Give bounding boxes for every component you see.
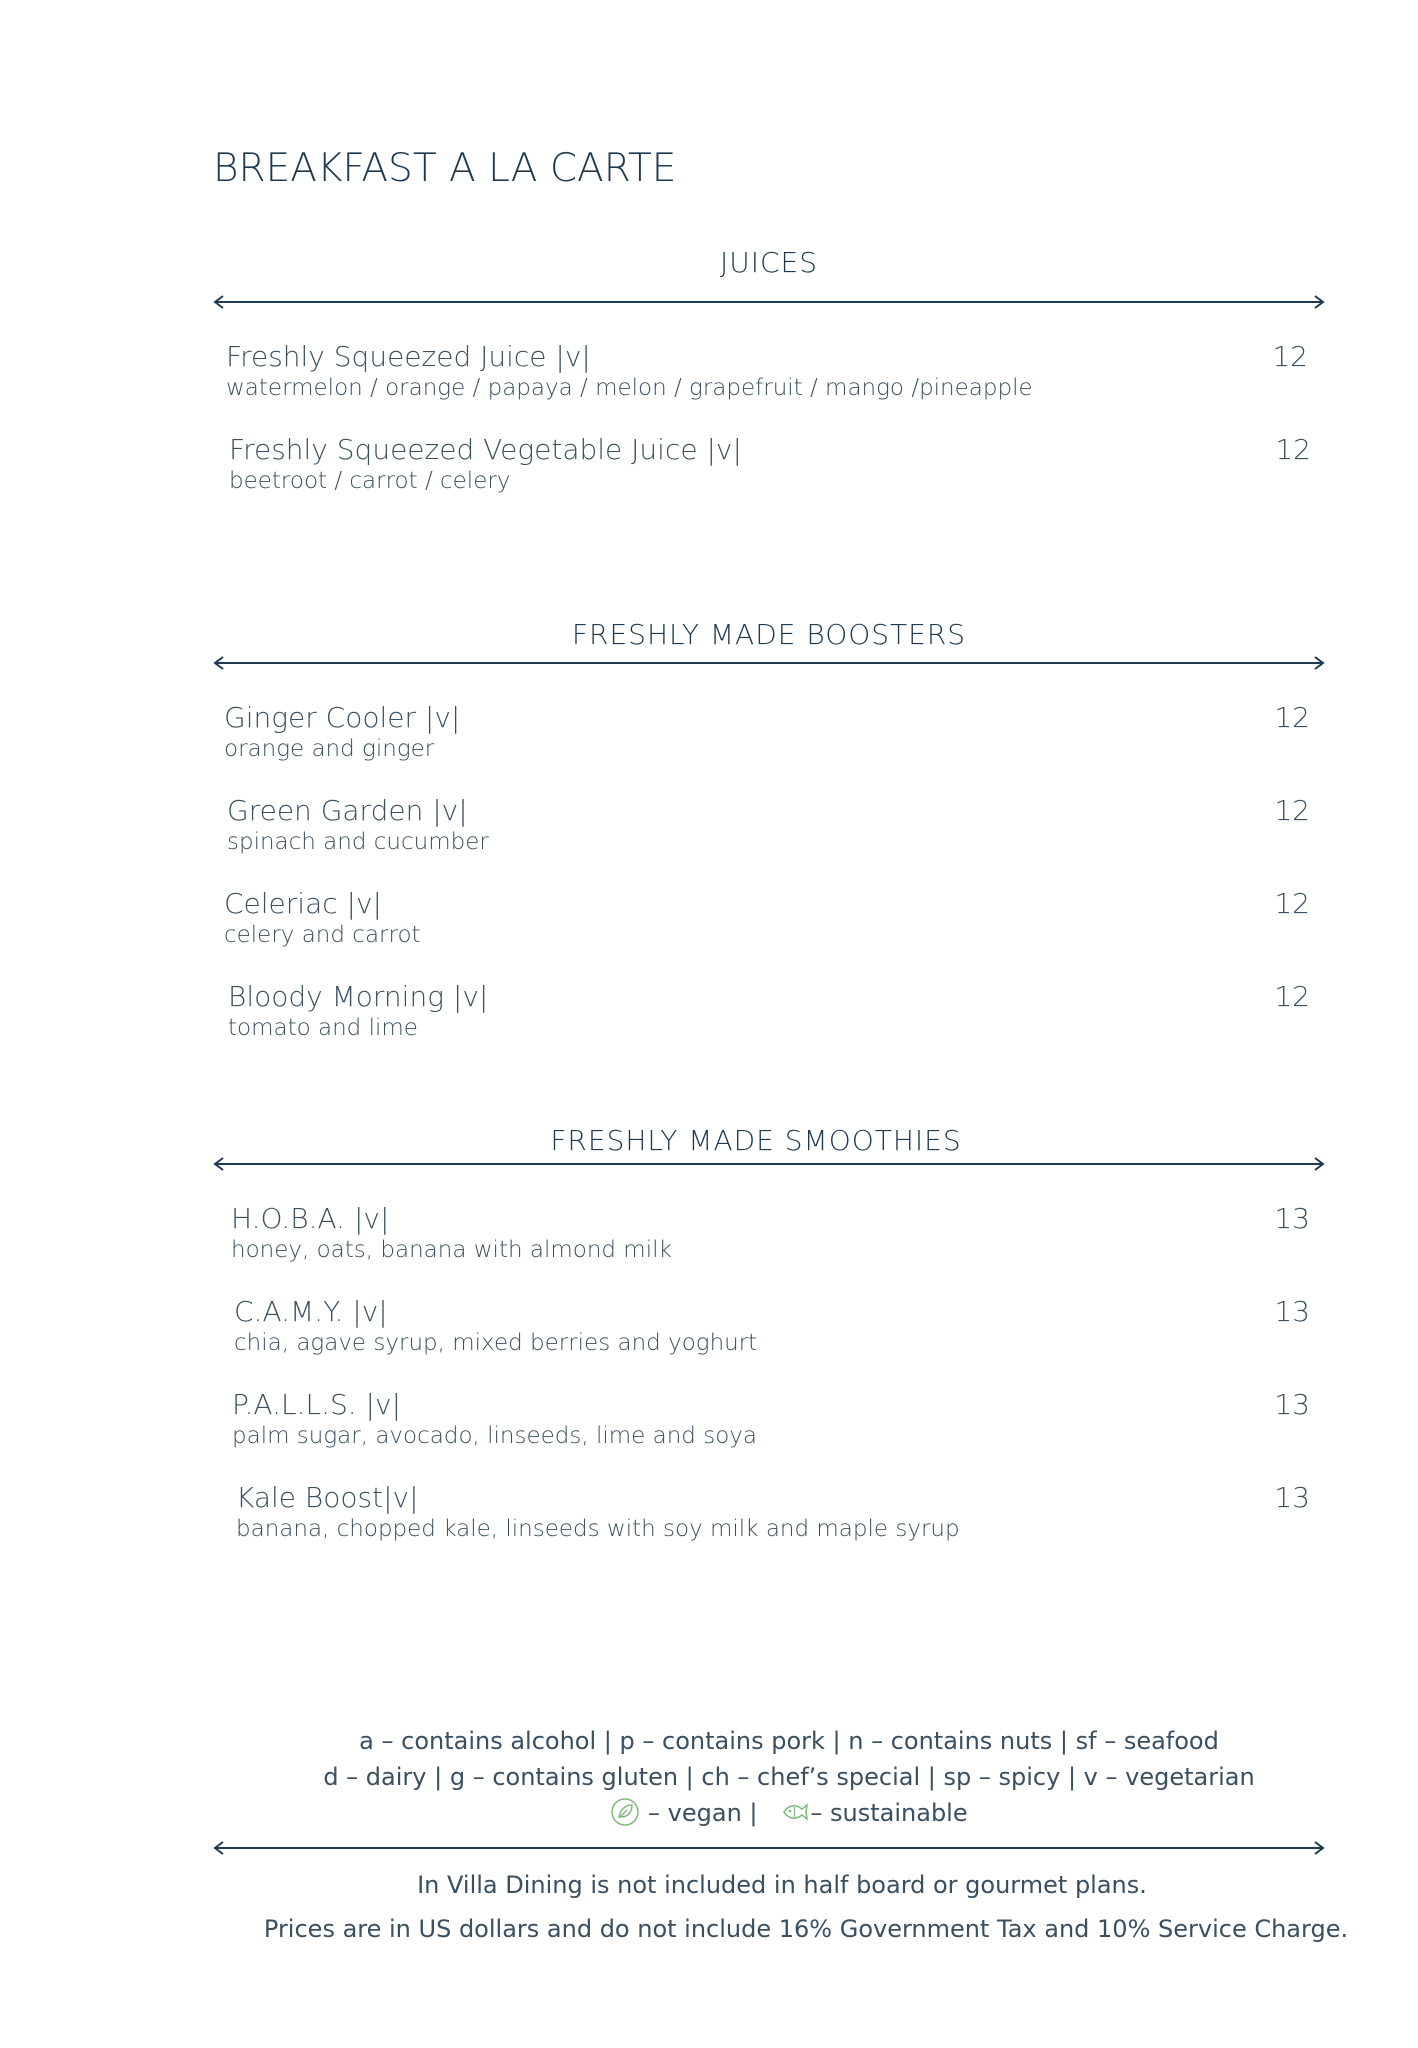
legend-line: a – contains alcohol | p – contains pork | n – contains nuts | sf – seafood	[359, 1727, 1219, 1755]
page-title: BREAKFAST A LA CARTE	[213, 146, 677, 191]
item-description: beetroot / carrot / celery	[229, 468, 511, 494]
menu-item	[224, 887, 1310, 949]
menu-item	[226, 340, 1308, 402]
item-description: chia, agave syrup, mixed berries and yoghurt	[234, 1330, 758, 1356]
menu-item	[229, 433, 1311, 495]
fish-icon	[780, 1797, 810, 1827]
item-name: Celeriac |v|	[224, 887, 382, 920]
item-name: Bloody Morning |v|	[228, 980, 489, 1013]
section-divider	[213, 1157, 1325, 1171]
item-price: 13	[1274, 1388, 1310, 1421]
item-name: Kale Boost|v|	[236, 1481, 419, 1514]
section-divider	[213, 656, 1325, 670]
item-description: watermelon / orange / papaya / melon / grapefruit / mango /pineapple	[226, 375, 1033, 401]
menu-item	[231, 1202, 1310, 1264]
item-price: 12	[1272, 340, 1308, 373]
item-price: 13	[1274, 1202, 1310, 1235]
item-name: C.A.M.Y. |v|	[234, 1295, 388, 1328]
item-price: 12	[1275, 433, 1311, 466]
item-name: Green Garden |v|	[227, 794, 468, 827]
vegan-label: – vegan |	[648, 1799, 758, 1827]
legend-line: d – dairy | g – contains gluten | ch – chef’s special | sp – spicy | v – vegetarian	[323, 1763, 1255, 1791]
item-name: Freshly Squeezed Juice |v|	[226, 340, 591, 373]
item-name: H.O.B.A. |v|	[231, 1202, 390, 1235]
footer-divider	[213, 1841, 1325, 1855]
item-name: Ginger Cooler |v|	[224, 701, 461, 734]
footer-note: In Villa Dining is not included in half board or gourmet plans.	[417, 1871, 1147, 1899]
item-price: 13	[1274, 1295, 1310, 1328]
item-description: palm sugar, avocado, linseeds, lime and soya	[232, 1423, 757, 1449]
item-description: orange and ginger	[224, 736, 435, 762]
section-title-juices: JUICES	[719, 246, 819, 279]
item-price: 12	[1274, 980, 1310, 1013]
leaf-icon	[610, 1797, 640, 1827]
footer-note: Prices are in US dollars and do not include 16% Government Tax and 10% Service Charge.	[263, 1915, 1349, 1943]
item-price: 13	[1274, 1481, 1310, 1514]
section-title-boosters: FRESHLY MADE BOOSTERS	[571, 618, 967, 651]
item-description: tomato and lime	[228, 1015, 418, 1041]
menu-item	[224, 701, 1310, 763]
menu-item	[236, 1481, 1310, 1543]
sustainable-label: – sustainable	[810, 1799, 968, 1827]
item-name: Freshly Squeezed Vegetable Juice |v|	[229, 433, 742, 466]
menu-item	[234, 1295, 1310, 1357]
section-divider	[213, 295, 1325, 309]
dietary-legend	[233, 1723, 1345, 1831]
item-description: banana, chopped kale, linseeds with soy milk and maple syrup	[236, 1516, 960, 1542]
menu-item	[228, 980, 1310, 1042]
legend-icons-line	[233, 1795, 1345, 1831]
item-price: 12	[1274, 794, 1310, 827]
item-description: spinach and cucumber	[227, 829, 489, 855]
item-description: honey, oats, banana with almond milk	[231, 1237, 672, 1263]
item-description: celery and carrot	[224, 922, 421, 948]
menu-item	[232, 1388, 1310, 1450]
item-price: 12	[1274, 887, 1310, 920]
section-title-smoothies: FRESHLY MADE SMOOTHIES	[550, 1124, 962, 1157]
menu-item	[227, 794, 1310, 856]
item-price: 12	[1274, 701, 1310, 734]
item-name: P.A.L.L.S. |v|	[232, 1388, 401, 1421]
